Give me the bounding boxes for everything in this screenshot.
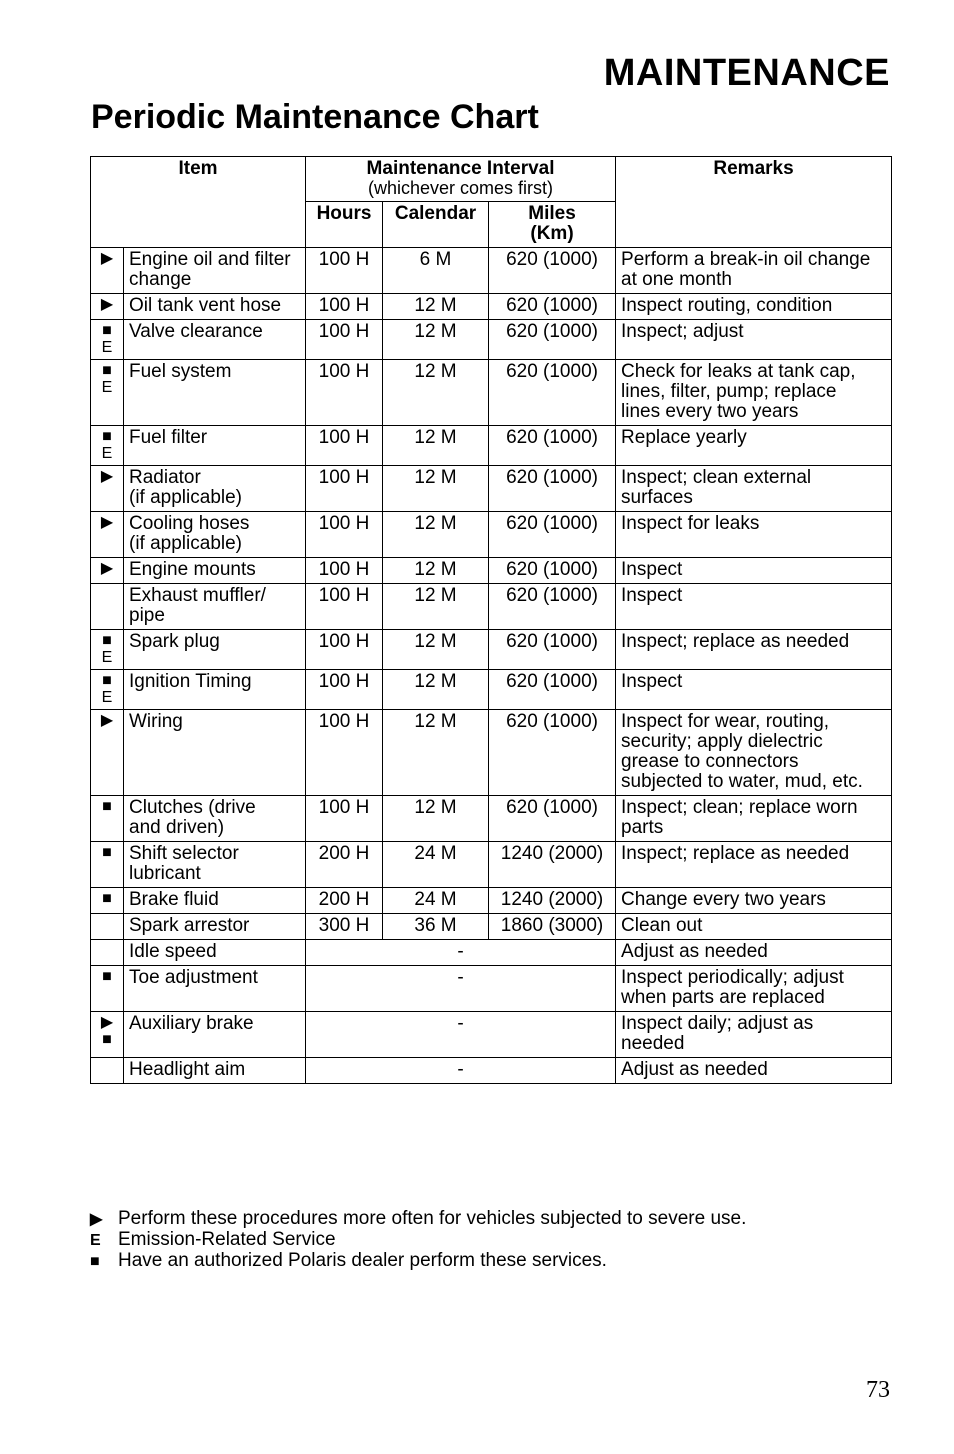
row-item-line: Spark plug [129, 631, 220, 652]
row-remarks-line: Inspect [621, 559, 683, 580]
table-row [91, 466, 892, 512]
row-hours: 100 H [306, 360, 383, 426]
emission-icon: E [101, 649, 113, 666]
column-header-remarks: Remarks [616, 157, 892, 248]
section-title: MAINTENANCE [603, 52, 890, 94]
row-calendar: 12 M [383, 360, 489, 426]
row-item-line: Wiring [129, 711, 183, 732]
row-item [124, 294, 306, 320]
row-item [124, 710, 306, 796]
row-miles: 620 (1000) [489, 670, 616, 710]
row-item-line: (if applicable) [129, 533, 242, 554]
row-calendar: 12 M [383, 426, 489, 466]
row-item-line: change [129, 269, 192, 290]
row-calendar: 12 M [383, 670, 489, 710]
square-icon: ■ [102, 798, 112, 815]
row-symbols [91, 670, 124, 710]
legend-text: Perform these procedures more often for vehicles subjected to severe use. [118, 1208, 747, 1229]
row-item-line: Radiator [129, 467, 201, 488]
row-hours: 100 H [306, 426, 383, 466]
row-item [124, 966, 306, 1012]
miles-header-unit: (Km) [530, 223, 574, 244]
column-header-calendar: Calendar [383, 202, 489, 248]
row-symbols [91, 294, 124, 320]
emission-icon: E [101, 689, 113, 706]
maintenance-table [90, 156, 892, 1084]
legend [90, 1209, 746, 1272]
table-row [91, 512, 892, 558]
row-miles: 620 (1000) [489, 360, 616, 426]
row-hours: 300 H [306, 914, 383, 940]
row-miles: 620 (1000) [489, 426, 616, 466]
row-miles: 620 (1000) [489, 320, 616, 360]
table-row [91, 1012, 892, 1058]
table-row [91, 584, 892, 630]
row-miles: 620 (1000) [489, 558, 616, 584]
row-item-line: Exhaust muffler/ [129, 585, 266, 606]
row-item [124, 1012, 306, 1058]
square-icon: ■ [102, 968, 112, 985]
interval-header-note: (whichever comes first) [368, 178, 554, 198]
emission-icon: E [101, 379, 113, 396]
row-remarks-line: Inspect; replace as needed [621, 631, 850, 652]
emission-icon: E [90, 1232, 101, 1249]
row-symbols [91, 914, 124, 940]
row-remarks [616, 360, 892, 426]
row-remarks-line: Inspect; adjust [621, 321, 744, 342]
row-item-line: Fuel system [129, 361, 232, 382]
square-icon: ■ [102, 428, 112, 445]
row-hours: 100 H [306, 558, 383, 584]
row-calendar: 12 M [383, 710, 489, 796]
row-remarks [616, 710, 892, 796]
row-symbols [91, 558, 124, 584]
table-row [91, 558, 892, 584]
row-calendar: 6 M [383, 248, 489, 294]
row-remarks-line: parts [621, 817, 664, 838]
row-remarks [616, 558, 892, 584]
row-hours: 100 H [306, 466, 383, 512]
row-hours: 100 H [306, 710, 383, 796]
row-symbols [91, 584, 124, 630]
column-header-miles [489, 202, 616, 248]
legend-text: Have an authorized Polaris dealer perform these services. [118, 1250, 607, 1271]
legend-item [90, 1230, 746, 1251]
row-item [124, 360, 306, 426]
row-item [124, 796, 306, 842]
row-item [124, 584, 306, 630]
row-item-line: Auxiliary brake [129, 1013, 254, 1034]
row-remarks [616, 670, 892, 710]
square-icon: ■ [102, 632, 112, 649]
row-remarks [616, 796, 892, 842]
row-calendar: 12 M [383, 512, 489, 558]
row-item [124, 630, 306, 670]
row-item-line: Cooling hoses [129, 513, 250, 534]
row-symbols [91, 888, 124, 914]
row-hours: 100 H [306, 320, 383, 360]
row-item-line: Idle speed [129, 941, 217, 962]
row-miles: 620 (1000) [489, 466, 616, 512]
row-item-line: Shift selector [129, 843, 239, 864]
row-remarks [616, 320, 892, 360]
row-symbols [91, 360, 124, 426]
row-calendar: 12 M [383, 584, 489, 630]
column-header-hours: Hours [306, 202, 383, 248]
table-row [91, 248, 892, 294]
miles-header-label: Miles [528, 203, 576, 224]
row-remarks [616, 294, 892, 320]
row-hours: 100 H [306, 796, 383, 842]
row-item-line: Engine mounts [129, 559, 256, 580]
row-symbols [91, 1058, 124, 1084]
table-row [91, 1058, 892, 1084]
row-item-line: Oil tank vent hose [129, 295, 282, 316]
row-item [124, 670, 306, 710]
row-item [124, 426, 306, 466]
square-icon: ■ [102, 1031, 112, 1048]
row-item [124, 1058, 306, 1084]
row-miles: 1240 (2000) [489, 888, 616, 914]
table-row [91, 914, 892, 940]
table-row [91, 670, 892, 710]
row-miles: 620 (1000) [489, 584, 616, 630]
row-item [124, 914, 306, 940]
row-item-line: Fuel filter [129, 427, 208, 448]
row-hours: 100 H [306, 584, 383, 630]
row-miles: 620 (1000) [489, 630, 616, 670]
row-item-line: Valve clearance [129, 321, 263, 342]
row-remarks-line: Inspect; clean external [621, 467, 812, 488]
row-item [124, 466, 306, 512]
table-row [91, 630, 892, 670]
row-hours: 100 H [306, 630, 383, 670]
row-remarks-line: needed [621, 1033, 685, 1054]
row-calendar: 12 M [383, 466, 489, 512]
row-miles: 620 (1000) [489, 248, 616, 294]
triangle-icon: ▶ [90, 1211, 103, 1228]
row-remarks-line: Inspect for wear, routing, [621, 711, 830, 732]
row-remarks-line: subjected to water, mud, etc. [621, 771, 863, 792]
row-remarks-line: Inspect [621, 671, 683, 692]
row-item-line: Ignition Timing [129, 671, 252, 692]
row-symbols [91, 320, 124, 360]
row-item [124, 842, 306, 888]
row-symbols [91, 842, 124, 888]
triangle-icon: ▶ [100, 468, 114, 485]
square-icon: ■ [102, 672, 112, 689]
row-remarks [616, 466, 892, 512]
interval-header-label: Maintenance Interval [366, 158, 555, 179]
row-interval: - [306, 1058, 616, 1084]
row-hours: 100 H [306, 512, 383, 558]
row-calendar: 12 M [383, 558, 489, 584]
row-item-line: Engine oil and filter [129, 249, 291, 270]
row-hours: 100 H [306, 248, 383, 294]
row-miles: 620 (1000) [489, 294, 616, 320]
row-remarks-line: at one month [621, 269, 732, 290]
row-remarks-line: Replace yearly [621, 427, 747, 448]
row-symbols [91, 966, 124, 1012]
row-item-line: Brake fluid [129, 889, 219, 910]
table-row [91, 842, 892, 888]
row-remarks-line: when parts are replaced [621, 987, 825, 1008]
row-interval: - [306, 940, 616, 966]
table-row [91, 796, 892, 842]
row-remarks-line: Inspect daily; adjust as [621, 1013, 814, 1034]
row-symbols [91, 512, 124, 558]
page-title: Periodic Maintenance Chart [91, 98, 539, 136]
triangle-icon: ▶ [100, 1014, 114, 1031]
row-remarks-line: Adjust as needed [621, 1059, 768, 1080]
row-remarks [616, 584, 892, 630]
square-icon: ■ [102, 890, 112, 907]
row-remarks [616, 630, 892, 670]
row-interval: - [306, 966, 616, 1012]
row-miles: 620 (1000) [489, 710, 616, 796]
row-calendar: 12 M [383, 320, 489, 360]
row-item-line: and driven) [129, 817, 225, 838]
row-item-line: (if applicable) [129, 487, 242, 508]
row-remarks-line: grease to connectors [621, 751, 799, 772]
row-symbols [91, 1012, 124, 1058]
row-remarks-line: Inspect; clean; replace worn [621, 797, 858, 818]
row-item-line: Headlight aim [129, 1059, 246, 1080]
row-remarks [616, 1012, 892, 1058]
row-remarks-line: Check for leaks at tank cap, [621, 361, 856, 382]
row-item-line: pipe [129, 605, 165, 626]
legend-text: Emission-Related Service [118, 1229, 336, 1250]
row-item [124, 248, 306, 294]
row-remarks [616, 914, 892, 940]
table-row [91, 966, 892, 1012]
row-hours: 200 H [306, 842, 383, 888]
legend-item [90, 1209, 746, 1230]
row-symbols [91, 796, 124, 842]
row-interval: - [306, 1012, 616, 1058]
row-hours: 100 H [306, 294, 383, 320]
row-remarks [616, 966, 892, 1012]
row-symbols [91, 466, 124, 512]
legend-item [90, 1251, 746, 1272]
emission-icon: E [101, 339, 113, 356]
row-item [124, 512, 306, 558]
square-icon: ■ [102, 844, 112, 861]
row-calendar: 24 M [383, 842, 489, 888]
table-row [91, 426, 892, 466]
row-remarks-line: security; apply dielectric [621, 731, 823, 752]
row-calendar: 12 M [383, 796, 489, 842]
row-remarks [616, 248, 892, 294]
column-header-item: Item [91, 157, 306, 248]
row-calendar: 36 M [383, 914, 489, 940]
row-remarks [616, 842, 892, 888]
row-remarks [616, 940, 892, 966]
square-icon: ■ [102, 362, 112, 379]
triangle-icon: ▶ [100, 514, 114, 531]
row-symbols [91, 630, 124, 670]
row-remarks [616, 426, 892, 466]
row-remarks-line: Adjust as needed [621, 941, 768, 962]
row-remarks-line: Perform a break-in oil change [621, 249, 871, 270]
row-item-line: lubricant [129, 863, 201, 884]
row-remarks-line: surfaces [621, 487, 693, 508]
row-symbols [91, 248, 124, 294]
row-miles: 620 (1000) [489, 512, 616, 558]
triangle-icon: ▶ [100, 560, 114, 577]
square-icon: ■ [90, 1253, 100, 1270]
table-row [91, 710, 892, 796]
row-symbols [91, 940, 124, 966]
row-symbols [91, 426, 124, 466]
row-item [124, 320, 306, 360]
row-remarks-line: Inspect periodically; adjust [621, 967, 844, 988]
row-calendar: 12 M [383, 630, 489, 670]
row-remarks-line: Clean out [621, 915, 703, 936]
row-hours: 200 H [306, 888, 383, 914]
row-remarks [616, 888, 892, 914]
row-miles: 1860 (3000) [489, 914, 616, 940]
row-item-line: Spark arrestor [129, 915, 250, 936]
row-remarks-line: Inspect [621, 585, 683, 606]
row-item [124, 940, 306, 966]
table-body [91, 248, 892, 1084]
row-calendar: 12 M [383, 294, 489, 320]
square-icon: ■ [102, 322, 112, 339]
table-row [91, 888, 892, 914]
row-remarks-line: Inspect for leaks [621, 513, 760, 534]
table-row [91, 940, 892, 966]
table-row [91, 360, 892, 426]
row-symbols [91, 710, 124, 796]
row-hours: 100 H [306, 670, 383, 710]
row-remarks-line: lines every two years [621, 401, 799, 422]
triangle-icon: ▶ [100, 250, 114, 267]
table-row [91, 294, 892, 320]
row-item-line: Toe adjustment [129, 967, 258, 988]
row-remarks [616, 512, 892, 558]
column-header-interval [306, 157, 616, 202]
row-miles: 1240 (2000) [489, 842, 616, 888]
row-remarks-line: lines, filter, pump; replace [621, 381, 837, 402]
page-number: 73 [866, 1377, 890, 1403]
row-item [124, 888, 306, 914]
triangle-icon: ▶ [100, 296, 114, 313]
row-calendar: 24 M [383, 888, 489, 914]
table-row [91, 320, 892, 360]
row-remarks-line: Inspect; replace as needed [621, 843, 850, 864]
row-remarks [616, 1058, 892, 1084]
row-item [124, 558, 306, 584]
row-item-line: Clutches (drive [129, 797, 256, 818]
table-header-row [91, 157, 892, 202]
row-remarks-line: Inspect routing, condition [621, 295, 833, 316]
row-miles: 620 (1000) [489, 796, 616, 842]
triangle-icon: ▶ [100, 712, 114, 729]
emission-icon: E [101, 445, 113, 462]
row-remarks-line: Change every two years [621, 889, 826, 910]
